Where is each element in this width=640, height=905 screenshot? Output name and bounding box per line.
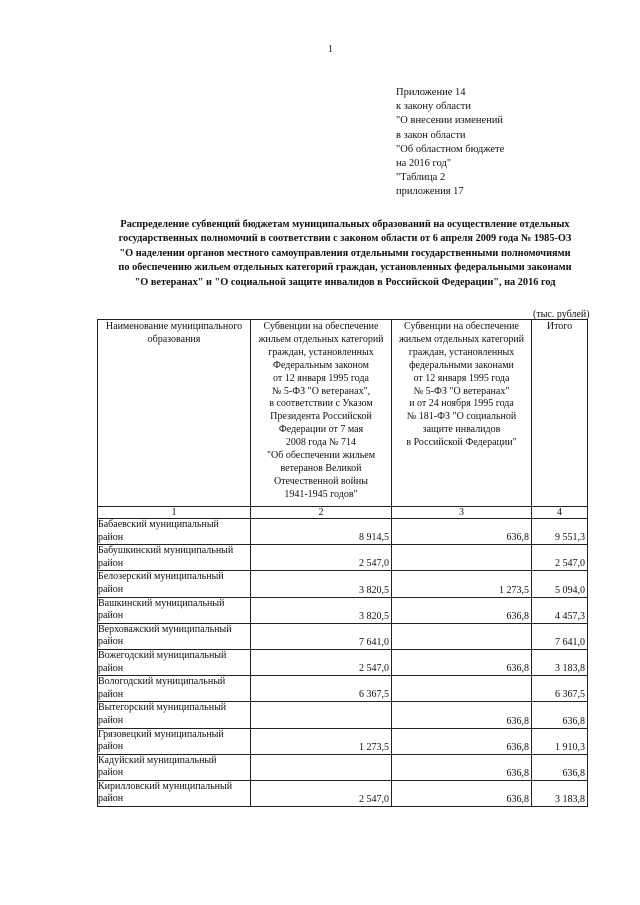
name-line: район <box>98 636 124 648</box>
name-line: район <box>98 610 124 622</box>
header-name <box>98 320 251 507</box>
municipality-name <box>98 676 251 702</box>
municipality-name <box>98 597 251 623</box>
total-value: 7 641,0 <box>532 623 588 649</box>
disabled-subvention-value: 636,8 <box>392 754 532 780</box>
name-line: Грязовецкий муниципальный <box>98 728 224 740</box>
disabled-subvention-value: 636,8 <box>392 649 532 675</box>
total-value: 3 183,8 <box>532 780 588 806</box>
table-row <box>98 649 588 675</box>
header-line: образования <box>147 333 201 345</box>
header-line: № 181-ФЗ "О социальной <box>406 411 517 423</box>
column-number: 1 <box>98 507 251 519</box>
veterans-subvention-value <box>251 702 392 728</box>
header-line: и от 24 ноября 1995 года <box>409 398 514 410</box>
header-line: жильем отдельных категорий <box>398 333 525 345</box>
total-value: 636,8 <box>532 754 588 780</box>
name-line: район <box>98 583 124 595</box>
total-value: 4 457,3 <box>532 597 588 623</box>
name-line: район <box>98 688 124 700</box>
municipality-name <box>98 519 251 545</box>
disabled-subvention-value <box>392 623 532 649</box>
appendix-line: Приложение 14 <box>396 87 466 98</box>
disabled-subvention-value <box>392 545 532 571</box>
header-line: № 5-ФЗ "О ветеранах" <box>413 385 510 397</box>
total-value: 6 367,5 <box>532 676 588 702</box>
name-line: Бабаевский муниципальный <box>98 519 219 530</box>
municipality-name <box>98 571 251 597</box>
total-value: 9 551,3 <box>532 519 588 545</box>
appendix-line: в закон области <box>396 129 466 141</box>
municipality-name <box>98 623 251 649</box>
table-row <box>98 702 588 728</box>
table-row <box>98 519 588 545</box>
header-line: Субвенции на обеспечение <box>263 321 379 332</box>
document-title <box>96 218 594 290</box>
header-line: № 5-ФЗ "О ветеранах", <box>271 385 371 397</box>
header-disabled-subvention <box>392 320 532 507</box>
name-line: Вытегорский муниципальный <box>98 702 227 714</box>
veterans-subvention-value: 3 820,5 <box>251 597 392 623</box>
name-line: Бабушкинский муниципальный <box>98 545 234 557</box>
veterans-subvention-value: 6 367,5 <box>251 676 392 702</box>
total-value: 1 910,3 <box>532 728 588 754</box>
name-line: район <box>98 767 124 779</box>
appendix-line: приложения 17 <box>396 186 464 198</box>
table-row <box>98 676 588 702</box>
header-line: Наименование муниципального <box>105 321 243 332</box>
column-number-row <box>98 507 588 519</box>
disabled-subvention-value: 636,8 <box>392 702 532 728</box>
total-value: 2 547,0 <box>532 545 588 571</box>
column-number: 3 <box>392 507 532 519</box>
veterans-subvention-value: 3 820,5 <box>251 571 392 597</box>
title-line: "О наделении органов местного самоуправления отдельными государственными полномочиями <box>119 247 571 259</box>
header-line: Субвенции на обеспечение <box>404 321 519 332</box>
header-veterans-subvention <box>251 320 392 507</box>
municipality-name <box>98 728 251 754</box>
total-value: 3 183,8 <box>532 649 588 675</box>
column-number: 2 <box>251 507 392 519</box>
subventions-table <box>97 319 588 807</box>
table-row <box>98 545 588 571</box>
title-line: "О ветеранах" и "О социальной защите инвалидов в Российской Федерации", на 2016 год <box>134 276 556 288</box>
name-line: район <box>98 793 124 805</box>
table-row <box>98 780 588 806</box>
municipality-name <box>98 780 251 806</box>
veterans-subvention-value: 1 273,5 <box>251 728 392 754</box>
appendix-line: на 2016 год" <box>396 158 452 170</box>
appendix-line: "О внесении изменений <box>396 115 503 127</box>
name-line: район <box>98 741 124 753</box>
appendix-line: "Об областном бюджете <box>396 143 505 155</box>
total-value: 636,8 <box>532 702 588 728</box>
appendix-line: "Таблица 2 <box>396 172 446 184</box>
disabled-subvention-value: 636,8 <box>392 597 532 623</box>
veterans-subvention-value: 8 914,5 <box>251 519 392 545</box>
header-line: 2008 года № 714 <box>285 437 357 449</box>
name-line: Верховажский муниципальный <box>98 623 232 635</box>
column-number: 4 <box>532 507 588 519</box>
name-line: район <box>98 531 124 543</box>
header-line: защите инвалидов <box>422 424 501 436</box>
header-total <box>532 320 588 507</box>
name-line: Вожегодский муниципальный <box>98 649 227 661</box>
header-line: "Об обеспечении жильем <box>266 450 376 462</box>
name-line: район <box>98 662 124 674</box>
veterans-subvention-value: 2 547,0 <box>251 780 392 806</box>
header-line: от 12 января 1995 года <box>413 372 510 384</box>
page-number: 1 <box>328 44 333 55</box>
name-line: район <box>98 557 124 569</box>
municipality-name <box>98 545 251 571</box>
header-line: Федерации от 7 мая <box>278 424 364 436</box>
header-line: Президента Российской <box>270 411 372 423</box>
veterans-subvention-value: 7 641,0 <box>251 623 392 649</box>
veterans-subvention-value: 2 547,0 <box>251 649 392 675</box>
name-line: Вологодский муниципальный <box>98 676 226 688</box>
municipality-name <box>98 754 251 780</box>
table-row <box>98 623 588 649</box>
header-line: ветеранов Великой <box>280 462 362 474</box>
header-line: 1941-1945 годов" <box>284 488 358 500</box>
header-row <box>98 320 588 507</box>
total-value: 5 094,0 <box>532 571 588 597</box>
title-line: по обеспечению жильем отдельных категорий граждан, установленных федеральными законами <box>118 262 572 274</box>
title-line: государственных полномочий в соответствии с законом области от 6 апреля 2009 года № 1985-ОЗ <box>118 233 572 245</box>
disabled-subvention-value: 1 273,5 <box>392 571 532 597</box>
table-row <box>98 571 588 597</box>
disabled-subvention-value: 636,8 <box>392 519 532 545</box>
header-line: от 12 января 1995 года <box>273 372 369 384</box>
appendix-note <box>396 86 606 200</box>
units-label: (тыс. рублей) <box>533 309 590 320</box>
municipality-name <box>98 702 251 728</box>
disabled-subvention-value: 636,8 <box>392 780 532 806</box>
table-row <box>98 754 588 780</box>
table-row <box>98 728 588 754</box>
name-line: Белозерский муниципальный <box>98 571 224 583</box>
header-line: жильем отдельных категорий <box>258 333 384 345</box>
municipality-name <box>98 649 251 675</box>
appendix-line: к закону области <box>396 101 471 113</box>
disabled-subvention-value <box>392 676 532 702</box>
header-line: федеральными законами <box>409 359 514 371</box>
veterans-subvention-value <box>251 754 392 780</box>
name-line: Кирилловский муниципальный <box>98 780 233 792</box>
header-line: в Российской Федерации" <box>406 437 517 449</box>
header-line: Отечественной войны <box>273 475 369 487</box>
header-line: граждан, установленных <box>268 346 374 358</box>
name-line: Кадуйский муниципальный <box>98 754 217 766</box>
header-line: Итого <box>546 321 573 332</box>
name-line: район <box>98 714 124 726</box>
header-line: в соответствии с Указом <box>269 398 373 410</box>
disabled-subvention-value: 636,8 <box>392 728 532 754</box>
veterans-subvention-value: 2 547,0 <box>251 545 392 571</box>
title-line: Распределение субвенций бюджетам муниципальных образований на осуществление отдельных <box>120 219 570 230</box>
header-line: Федеральным законом <box>273 359 369 371</box>
name-line: Вашкинский муниципальный <box>98 597 225 609</box>
header-line: граждан, установленных <box>408 346 515 358</box>
table-row <box>98 597 588 623</box>
